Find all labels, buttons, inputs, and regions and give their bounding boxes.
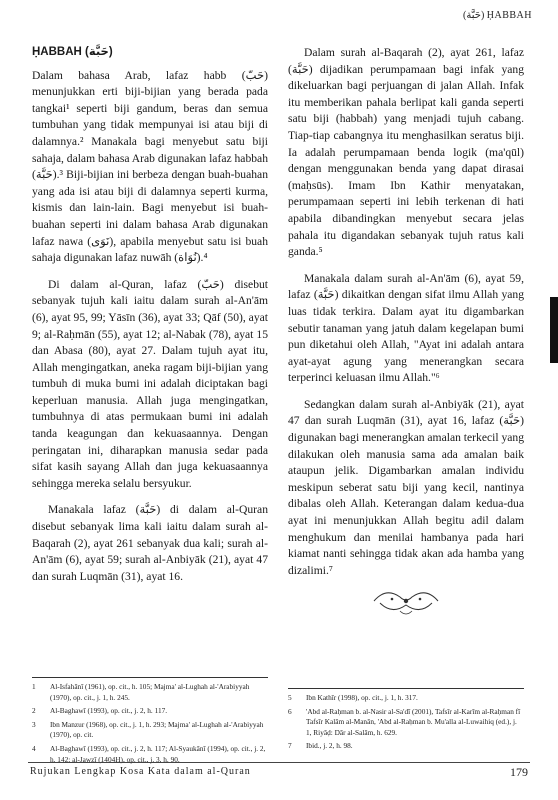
left-column	[32, 44, 268, 585]
footnote-divider-left	[32, 677, 268, 678]
footnotes-right	[288, 693, 524, 755]
page-number: 179	[510, 765, 528, 779]
footnote-divider-right	[288, 688, 524, 689]
footnote: 2 Al-Baghawī (1993), op. cit., j. 2, h. 117.	[32, 706, 168, 716]
footnote: 5 Ibn Kathīr (1998), op. cit., j. 1, h. 317.	[288, 693, 418, 702]
footnote: 6 'Abd al-Raḥman b. al-Nasir al-Sa'dī (2001), Tafsīr al-Karīm al-Raḥman fī Tafsīr Kalām al-Manān, 'Abd al-Raḥman b. Mu'alla al-Luwaihiq (ed.), j. 1, Riyāḍ: Dār al-Salām, h. 629.	[288, 706, 521, 737]
thumb-index-tab	[550, 297, 558, 363]
paragraph: Di dalam al-Quran, lafaz (حَبّ) disebut sebanyak tujuh kali iaitu dalam surah al-An'ām (6), ayat 95, 99; Yāsīn (36), ayat 33; Qāf (50), ayat 9; al-Raḥmān (55), ayat 12; al-Nabak (78), ayat 15 dan Abasa (80), ayat 27. Dalam tujuh ayat itu, Allah mengingatkan, aneka ragam biji-bijian yang tumbuh di muka bumi ini adalah diciptakan bagi keperluan manusia. Allah juga mengingatkan, tumbuhnya di atas permukaan bumi ini adalah tanda keagungan dan kekuasaannya. Dengan peringatan ini, diharapkan manusia sedar pada sifat kasih sayang Allah dan juga kekuasaannya sehingga mereka selalu bersyukur.	[32, 277, 269, 490]
paragraph: Dalam bahasa Arab, lafaz habb (حَبّ) menunjukkan erti biji-bijian yang berada pada tangkai¹ seperti biji gandum, beras dan semua tumbuhan yang tidak mempunyai isi atau biji di dalamnya.² Manakala bagi menyebut satu biji sahaja, dalam bahasa Arab digunakan lafaz habbah (حَبَّة).³ Biji-bijian ini berbeza dengan buah-buahan yang ada isi atau biji di dalamnya seperti kurma, kismis dan lain-lain. Bagi menyebut isi buah-buahan seperti ini dalam bahasa Arab digunakan lafaz nawa (نَوَى), apabila menyebut satu isi buah sahaja digunakan lafaz nuwāh (نُوَاة).⁴	[32, 68, 268, 265]
paragraph: Manakala lafaz (حَبَّة) di dalam al-Quran disebut sebanyak lima kali iaitu dalam surah al-Baqarah (2), ayat 261 sebanyak dua kali; surah al-An'ām (6), ayat 59; surah al-Anbiyāk (21), ayat 47 dan surah Luqmān (31), ayat 16.	[32, 503, 268, 583]
entry-title: ḤABBAH (حَبَّة)	[32, 46, 113, 58]
paragraph: Manakala dalam surah al-An'ām (6), ayat 59, lafaz (حَبَّة) dikaitkan dengan sifat ilmu Allah yang luas tidak terkira. Dalam ayat itu digambarkan sebutir tanaman yang jatuh dalam kegelapan bumi pun diketahui oleh Allah, "Ayat ini adalah antara ayat-ayat agung yang menerangkan secara terperinci keluasan ilmu Allah."⁶	[288, 271, 524, 385]
paragraph: Dalam surah al-Baqarah (2), ayat 261, lafaz (حَبَّة) dijadikan perumpamaan bagi infak yang dikeluarkan bagi perjuangan di jalan Allah. Infak itu memberikan pahala berlipat kali ganda seperti satu biji (habbah) yang menjadi tujuh cabang. Tiap-tiap cabangnya itu menghasilkan seratus biji. Ia adalah perumpamaan benda logik (ma'qūl) dengan menggunakan benda yang dapat dirasai (maḥsūs). Imam Ibn Kathir menyatakan, perumpamaan seperti ini lebih terkenan di hati apabila dibandingkan menyebut secara jelas pahala itu digandakan sebanyak tujuh ratus kali ganda.⁵	[288, 46, 524, 259]
footnote: 4 Al-Baghawī (1993), op. cit., j. 2, h. 117; Al-Syaukānī (1994), op. cit., j. 2, h. 142; al-Jawzī (1404H), op. cit., j. 3, h. 90.	[32, 743, 266, 764]
paragraph: Sedangkan dalam surah al-Anbiyāk (21), ayat 47 dan surah Luqmān (31), ayat 16, lafaz (حَبَّة) digunakan bagi menerangkan amalan terkecil yang dilakukan oleh manusia sama ada amalan baik ataupun jelik. Digambarkan amalan individu meskipun seberat satu biji yang kecil, nantinya dibalas oleh Allah. Keterangan dalam kedua-dua ayat ini menunjukkan Allah begitu adil dalam menghukum dan menilai hambanya pada hari kiamat nanti sehingga tidak akan ada hamba yang dizalimi.⁷	[288, 397, 524, 577]
footnote: 3 Ibn Manzur (1968), op. cit., j. 1, h. 293; Majma' al-Lughah al-'Arabiyyah (1970), op. cit.	[32, 719, 264, 740]
footnotes-left	[32, 682, 268, 768]
footer-divider	[28, 762, 530, 763]
running-head: (حَبَّة) ḤABBAH	[463, 10, 532, 21]
footnote: 1 Al-Isfahānī (1961), op. cit., h. 105; Majma' al-Lughah al-'Arabiyyah (1970), op. cit., j. 1, h. 245.	[32, 682, 250, 702]
footnote: 7 Ibid., j. 2, h. 98.	[288, 741, 353, 751]
right-column	[288, 45, 524, 619]
footer-book-title: Rujukan Lengkap Kosa Kata dalam al-Quran	[30, 766, 251, 777]
decorative-ornament-icon	[366, 583, 446, 619]
